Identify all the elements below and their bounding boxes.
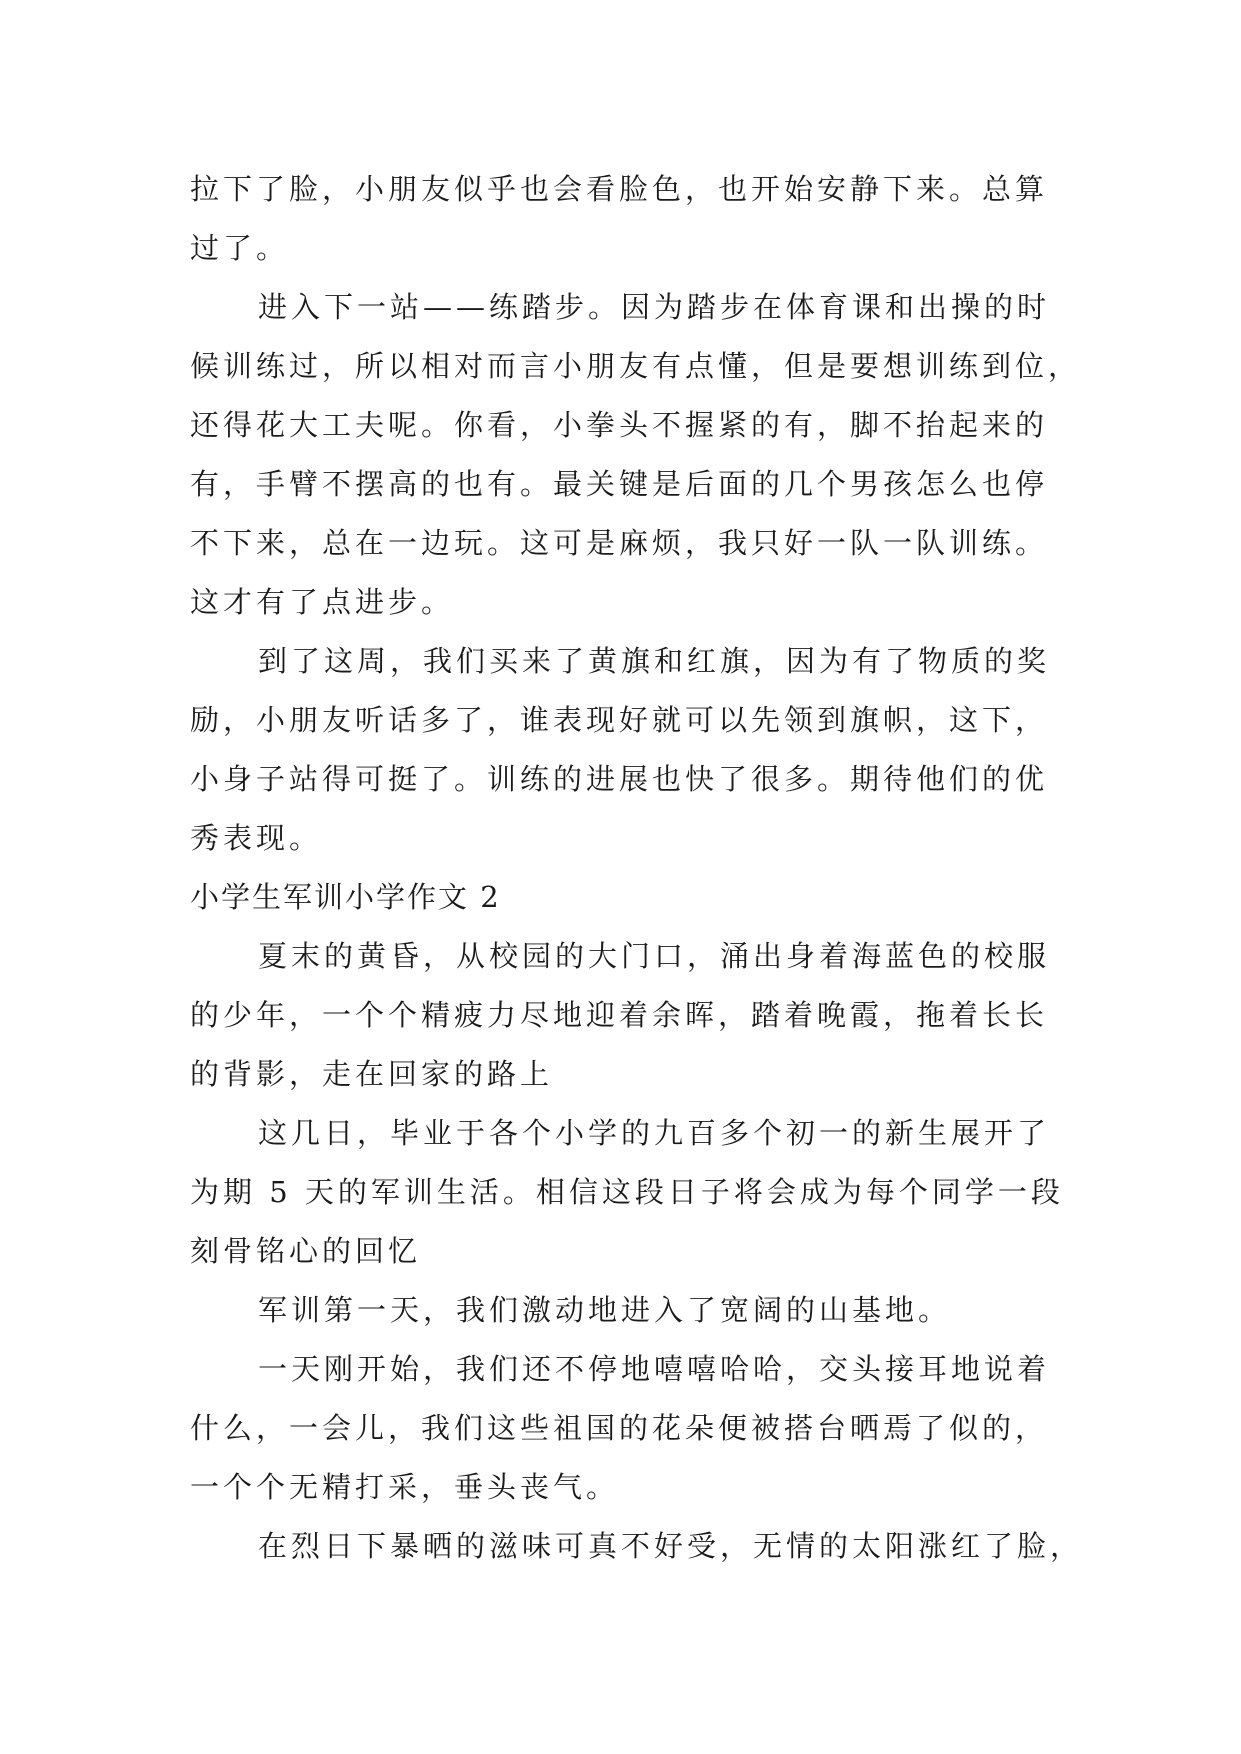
text-line: 军训第一天，我们激动地进入了宽阔的山基地。 xyxy=(258,1293,952,1327)
text-line: 这才有了点进步。 xyxy=(190,585,455,619)
text-line: 拉下了脸，小朋友似乎也会看脸色，也开始安静下来。总算 xyxy=(190,172,1049,206)
text-line: 候训练过，所以相对而言小朋友有点懂，但是要想训练到位， xyxy=(190,349,1082,383)
text-line: 的少年，一个个精疲力尽地迎着余晖，踏着晚霞，拖着长长 xyxy=(190,998,1049,1032)
text-line: 不下来，总在一边玩。这可是麻烦，我只好一队一队训练。 xyxy=(190,526,1049,560)
section-heading: 小学生军训小学作文 2 xyxy=(190,880,501,914)
text-line: 过了。 xyxy=(190,231,290,265)
text-line: 励，小朋友听话多了，谁表现好就可以先领到旗帜，这下， xyxy=(190,703,1049,737)
document-body xyxy=(190,160,1084,1576)
text-line: 有，手臂不摆高的也有。最关键是后面的几个男孩怎么也停 xyxy=(190,467,1049,501)
text-line: 在烈日下暴晒的滋味可真不好受，无情的太阳涨红了脸， xyxy=(258,1529,1084,1563)
text-line: 还得花大工夫呢。你看，小拳头不握紧的有，脚不抬起来的 xyxy=(190,408,1049,442)
text-line: 一个个无精打采，垂头丧气。 xyxy=(190,1470,620,1504)
text-line: 这几日，毕业于各个小学的九百多个初一的新生展开了 xyxy=(258,1116,1051,1150)
text-line: 什么，一会儿，我们这些祖国的花朵便被搭台晒焉了似的， xyxy=(190,1411,1049,1445)
text-line: 秀表现。 xyxy=(190,821,323,855)
text-line: 到了这周，我们买来了黄旗和红旗，因为有了物质的奖 xyxy=(258,644,1051,678)
text-line: 为期 5 天的军训生活。相信这段日子将会成为每个同学一段 xyxy=(190,1175,1064,1209)
text-line: 刻骨铭心的回忆 xyxy=(190,1234,422,1268)
text-line: 夏末的黄昏，从校园的大门口，涌出身着海蓝色的校服 xyxy=(258,939,1051,973)
text-line: 的背影，走在回家的路上 xyxy=(190,1057,554,1091)
text-line: 进入下一站——练踏步。因为踏步在体育课和出操的时 xyxy=(258,290,1051,324)
text-line: 一天刚开始，我们还不停地嘻嘻哈哈，交头接耳地说着 xyxy=(258,1352,1051,1386)
text-line: 小身子站得可挺了。训练的进展也快了很多。期待他们的优 xyxy=(190,762,1049,796)
